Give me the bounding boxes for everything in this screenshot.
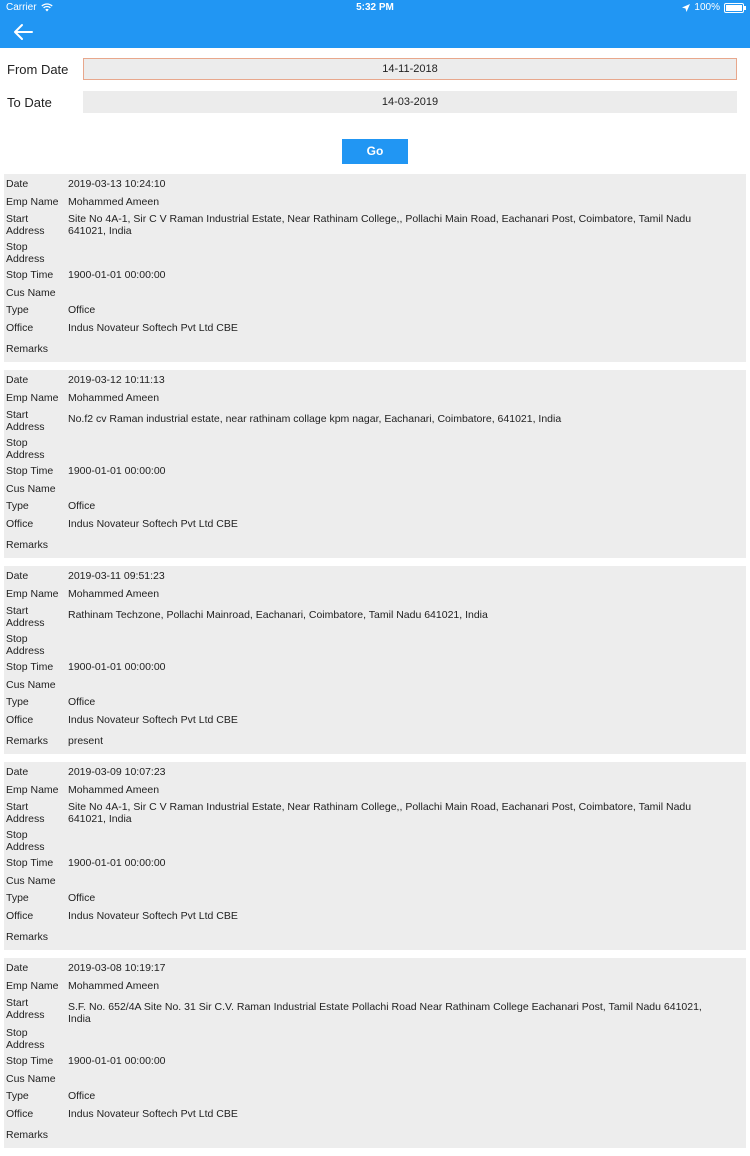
records-list: [4, 174, 746, 1156]
emp-name-label: Emp Name: [6, 391, 59, 404]
start-address-label: Start Address: [6, 409, 45, 433]
start-address-value: Site No 4A-1, Sir C V Raman Industrial Estate, Near Rathinam College,, Pollachi Main Road, Eachanari Post, Coimbatore, Tamil Nadu 641021, India: [68, 213, 692, 237]
stop-address-label: Stop Address: [6, 829, 45, 853]
start-address-value: S.F. No. 652/4A Site No. 31 Sir C.V. Raman Industrial Estate Pollachi Road Near Rathinam College Eachanari Post, Tamil Nadu 641021, India: [68, 1001, 702, 1025]
emp-name-value: Mohammed Ameen: [68, 391, 160, 404]
back-arrow-icon: [12, 22, 34, 42]
start-address-value: Site No 4A-1, Sir C V Raman Industrial Estate, Near Rathinam College,, Pollachi Main Road, Eachanari Post, Coimbatore, Tamil Nadu 641021, India: [68, 801, 692, 825]
stop-time-value: 1900-01-01 00:00:00: [68, 465, 166, 477]
emp-name-value: Mohammed Ameen: [68, 783, 160, 796]
start-address-label: Start Address: [6, 801, 45, 825]
go-button[interactable]: Go: [342, 139, 408, 164]
type-value: Office: [68, 892, 96, 904]
cus-name-label: Cus Name: [6, 482, 56, 495]
date-label: Date: [6, 570, 29, 582]
status-right: [682, 2, 744, 13]
date-label: Date: [6, 962, 29, 974]
from-date-label: From Date: [7, 62, 69, 77]
cus-name-value: [68, 873, 746, 891]
to-date-label: To Date: [7, 95, 52, 110]
remarks-value: [68, 929, 746, 947]
office-label: Office: [6, 321, 34, 334]
record-card[interactable]: [4, 370, 746, 558]
start-address-value: No.f2 cv Raman industrial estate, near rathinam collage kpm nagar, Eachanari, Coimbatore, 641021, India: [68, 413, 562, 425]
stop-address-value: [68, 239, 746, 267]
stop-address-value: [68, 435, 746, 463]
remarks-value: present: [68, 734, 104, 747]
to-date-field[interactable]: 14-03-2019: [83, 91, 737, 113]
to-date-row: [0, 91, 750, 115]
type-value: Office: [68, 1090, 96, 1102]
emp-name-value: Mohammed Ameen: [68, 587, 160, 600]
office-value: Indus Novateur Softech Pvt Ltd CBE: [68, 713, 238, 726]
date-label: Date: [6, 178, 29, 190]
status-time: 5:32 PM: [356, 2, 394, 13]
office-value: Indus Novateur Softech Pvt Ltd CBE: [68, 1107, 238, 1120]
type-value: Office: [68, 696, 96, 708]
office-value: Indus Novateur Softech Pvt Ltd CBE: [68, 517, 238, 530]
stop-address-value: [68, 631, 746, 659]
emp-name-label: Emp Name: [6, 979, 59, 992]
office-value: Indus Novateur Softech Pvt Ltd CBE: [68, 909, 238, 922]
start-address-label: Start Address: [6, 997, 45, 1021]
location-arrow-icon: [682, 4, 690, 12]
from-date-field[interactable]: 14-11-2018: [83, 58, 737, 80]
cus-name-label: Cus Name: [6, 1072, 56, 1085]
emp-name-value: Mohammed Ameen: [68, 979, 160, 992]
office-label: Office: [6, 1107, 34, 1120]
date-label: Date: [6, 766, 29, 778]
record-card[interactable]: [4, 566, 746, 754]
office-value: Indus Novateur Softech Pvt Ltd CBE: [68, 321, 238, 334]
carrier-label: Carrier: [6, 2, 37, 13]
remarks-label: Remarks: [6, 342, 49, 355]
nav-bar: [0, 16, 750, 48]
remarks-label: Remarks: [6, 734, 49, 747]
stop-address-value: [68, 827, 746, 855]
date-value: 2019-03-08 10:19:17: [68, 962, 166, 974]
cus-name-value: [68, 1071, 746, 1089]
date-value: 2019-03-09 10:07:23: [68, 766, 166, 778]
cus-name-label: Cus Name: [6, 678, 56, 691]
start-address-label: Start Address: [6, 605, 45, 629]
office-label: Office: [6, 909, 34, 922]
stop-time-value: 1900-01-01 00:00:00: [68, 269, 166, 281]
back-button[interactable]: [12, 22, 36, 42]
remarks-value: [68, 537, 746, 555]
cus-name-value: [68, 677, 746, 695]
stop-time-label: Stop Time: [6, 661, 54, 673]
remarks-value: [68, 341, 746, 359]
emp-name-label: Emp Name: [6, 587, 59, 600]
record-card[interactable]: [4, 174, 746, 362]
stop-time-value: 1900-01-01 00:00:00: [68, 1055, 166, 1067]
emp-name-label: Emp Name: [6, 195, 59, 208]
remarks-label: Remarks: [6, 930, 49, 943]
stop-time-label: Stop Time: [6, 1055, 54, 1067]
remarks-label: Remarks: [6, 538, 49, 551]
cus-name-label: Cus Name: [6, 874, 56, 887]
stop-time-label: Stop Time: [6, 857, 54, 869]
emp-name-value: Mohammed Ameen: [68, 195, 160, 208]
type-value: Office: [68, 500, 96, 512]
type-label: Type: [6, 696, 29, 708]
stop-address-label: Stop Address: [6, 633, 45, 657]
from-date-row: [0, 58, 750, 82]
emp-name-label: Emp Name: [6, 783, 59, 796]
date-value: 2019-03-13 10:24:10: [68, 178, 166, 190]
cus-name-value: [68, 285, 746, 303]
date-value: 2019-03-11 09:51:23: [68, 570, 165, 582]
stop-address-label: Stop Address: [6, 1027, 45, 1051]
remarks-label: Remarks: [6, 1128, 49, 1141]
status-bar: [0, 0, 750, 16]
battery-icon: [724, 3, 744, 13]
cus-name-label: Cus Name: [6, 286, 56, 299]
date-value: 2019-03-12 10:11:13: [68, 374, 165, 386]
record-card[interactable]: [4, 958, 746, 1148]
remarks-value: [68, 1127, 746, 1145]
cus-name-value: [68, 481, 746, 499]
type-value: Office: [68, 304, 96, 316]
stop-time-value: 1900-01-01 00:00:00: [68, 661, 166, 673]
start-address-value: Rathinam Techzone, Pollachi Mainroad, Eachanari, Coimbatore, Tamil Nadu 641021, India: [68, 609, 488, 621]
date-label: Date: [6, 374, 29, 386]
stop-address-label: Stop Address: [6, 437, 45, 461]
stop-time-value: 1900-01-01 00:00:00: [68, 857, 166, 869]
stop-address-label: Stop Address: [6, 241, 45, 265]
stop-time-label: Stop Time: [6, 269, 54, 281]
record-card[interactable]: [4, 762, 746, 950]
start-address-label: Start Address: [6, 213, 45, 237]
type-label: Type: [6, 304, 29, 316]
office-label: Office: [6, 713, 34, 726]
type-label: Type: [6, 1090, 29, 1102]
office-label: Office: [6, 517, 34, 530]
battery-percent: 100%: [694, 2, 720, 13]
type-label: Type: [6, 892, 29, 904]
stop-time-label: Stop Time: [6, 465, 54, 477]
stop-address-value: [68, 1025, 746, 1053]
type-label: Type: [6, 500, 29, 512]
